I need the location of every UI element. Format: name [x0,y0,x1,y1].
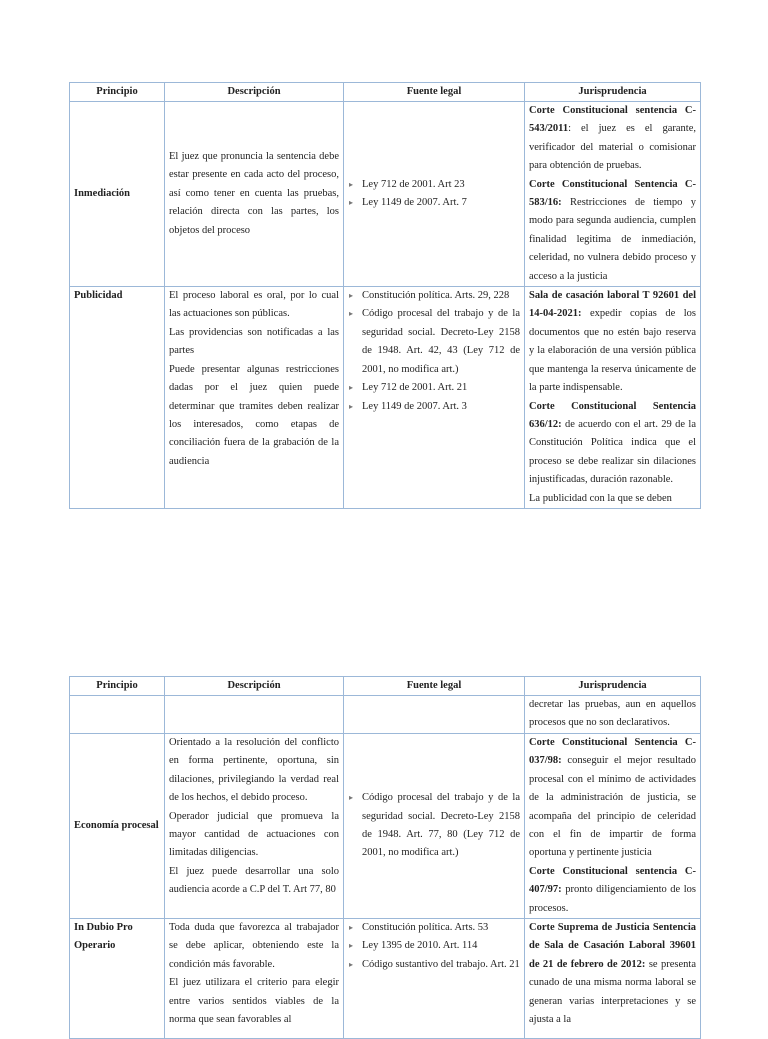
jurisprudence-entry: Corte Constitucional sentencia C-543/2011: el juez es el garante, verificador del material o comisionar para obtención de pruebas. [529,105,696,172]
bullet-icon: ▸ [349,923,354,933]
principle-cell: Publicidad [70,287,165,509]
principle-cell: In Dubio Pro Operario [70,919,165,1039]
empty-cell [344,696,525,734]
header-descripcion: Descripción [165,677,344,696]
description-cell [165,287,344,509]
header-jurisprudencia: Jurisprudencia [525,83,701,102]
legal-source-item: ▸ Constitución política. Arts. 53 [348,919,520,937]
legal-source-item: ▸ Ley 712 de 2001. Art. 21 [348,379,520,397]
description-text: Orientado a la resolución del conflicto en forma pertinente, oportuna, sin dilaciones, privilegiando la verdad real de los hechos, el debido proceso. [169,737,339,804]
jurisprudence-cell [525,287,701,509]
legal-source-cell [344,919,525,1039]
description-text: El proceso laboral es oral, por lo cual las actuaciones son públicas. [169,290,339,320]
header-jurisprudencia: Jurisprudencia [525,677,701,696]
jurisprudence-entry: Corte Constitucional Sentencia C-583/16: Restricciones de tiempo y modo para segunda audiencia, cumplen finalidad legitima de inmediación, celeridad, no vulnera debido proceso y acceso a la justicia [529,178,696,282]
jurisprudence-entry: La publicidad con la que se deben [529,492,672,504]
jurisprudence-cell [525,102,701,287]
header-principio: Principio [70,677,165,696]
table-row [70,696,701,734]
bullet-icon: ▸ [349,401,354,411]
table-row [70,919,701,1039]
description-cell [165,919,344,1039]
bullet-icon: ▸ [349,959,354,969]
jurisprudence-entry: Corte Constitucional Sentencia C-037/98: conseguir el mejor resultado procesal con el mínimo de actividades de la administración de justicia, se acompaña del principio de celeridad con el fin de impartir de forma oportuna y pertinente justicia [529,737,696,859]
principles-table-2 [69,676,701,1039]
description-text: El juez utilizara el criterio para elegir entre varios sentidos viables de la norma que sean favorables al [169,977,339,1026]
header-row [70,677,701,696]
legal-source-cell [344,287,525,509]
empty-cell [165,696,344,734]
jurisprudence-cell [525,734,701,919]
header-descripcion: Descripción [165,83,344,102]
description-text: Puede presentar algunas restricciones dadas por el juez quien puede determinar que tramites deben realizar los interesados, como etapas de conciliación fuera de la grabación de la audiencia [169,363,339,467]
bullet-icon: ▸ [349,793,354,803]
table-row [70,287,701,509]
bullet-icon: ▸ [349,309,354,319]
legal-source-item: ▸ Código sustantivo del trabajo. Art. 21 [348,956,520,974]
description-text: El juez que pronuncia la sentencia debe estar presente en cada acto del proceso, así como tener en cuenta las pruebas, relación directa con las partes, los objetos del proceso [169,151,339,236]
description-cell [165,734,344,919]
legal-source-item: ▸ Código procesal del trabajo y de la seguridad social. Decreto-Ley 2158 de 1948. Art. 42, 43 (Ley 712 de 2001, no modifica art.) [348,305,520,379]
bullet-icon: ▸ [349,198,354,208]
bullet-icon: ▸ [349,291,354,301]
legal-source-cell [344,102,525,287]
header-fuente-legal: Fuente legal [344,677,525,696]
legal-source-item: ▸ Código procesal del trabajo y de la seguridad social. Decreto-Ley 2158 de 1948. Art. 77, 80 (Ley 712 de 2001, no modifica art.) [348,789,520,863]
header-row [70,83,701,102]
jurisprudence-entry: Corte Suprema de Justicia Sentencia de Sala de Casación Laboral 39601 de 21 de febrero de 2012: se presenta cunado de una misma norma laboral se generan varias interpretaciones y se ajusta a la [529,922,696,1026]
legal-source-item: ▸ Ley 1395 de 2010. Art. 114 [348,937,520,955]
description-cell [165,102,344,287]
legal-source-item: ▸ Ley 1149 de 2007. Art. 3 [348,398,520,416]
bullet-icon: ▸ [349,383,354,393]
principle-cell: Economía procesal [70,734,165,919]
table-row [70,734,701,919]
empty-cell [70,696,165,734]
jurisprudence-entry: Corte Constitucional sentencia C-407/97: pronto diligenciamiento de los procesos. [529,865,696,914]
jurisprudence-cell [525,919,701,1039]
jurisprudence-entry: Sala de casación laboral T 92601 del 14-04-2021: expedir copias de los documentos que no estén bajo reserva y la elaboración de una versión pública que mantenga la reserva únicamente de la parte indispensable. [529,290,696,394]
description-text: El juez puede desarrollar una solo audiencia acorde a C.P del T. Art 77, 80 [169,865,339,896]
jurisprudence-continuation: decretar las pruebas, aun en aquellos procesos que no son declarativos. [529,699,696,729]
table-row [70,102,701,287]
header-principio: Principio [70,83,165,102]
bullet-icon: ▸ [349,941,354,951]
principles-table-1 [69,82,701,509]
description-text: Las providencias son notificadas a las partes [169,326,339,357]
legal-source-item: ▸ Ley 1149 de 2007. Art. 7 [348,194,520,212]
jurisprudence-cell [525,696,701,734]
description-text: Toda duda que favorezca al trabajador se debe aplicar, obteniendo este la condición más favorable. [169,922,339,970]
description-text: Operador judicial que promueva la mayor cantidad de actuaciones con limitadas diligencias. [169,810,339,859]
legal-source-cell [344,734,525,919]
header-fuente-legal: Fuente legal [344,83,525,102]
legal-source-item: ▸ Ley 712 de 2001. Art 23 [348,176,520,194]
principle-cell: Inmediación [70,102,165,287]
bullet-icon: ▸ [349,179,354,189]
legal-source-item: ▸ Constitución política. Arts. 29, 228 [348,287,520,305]
jurisprudence-entry: Corte Constitucional Sentencia 636/12: de acuerdo con el art. 29 de la Constitución Política indica que el proceso se debe realizar sin dilaciones injustificadas, duración razonable. [529,400,696,486]
